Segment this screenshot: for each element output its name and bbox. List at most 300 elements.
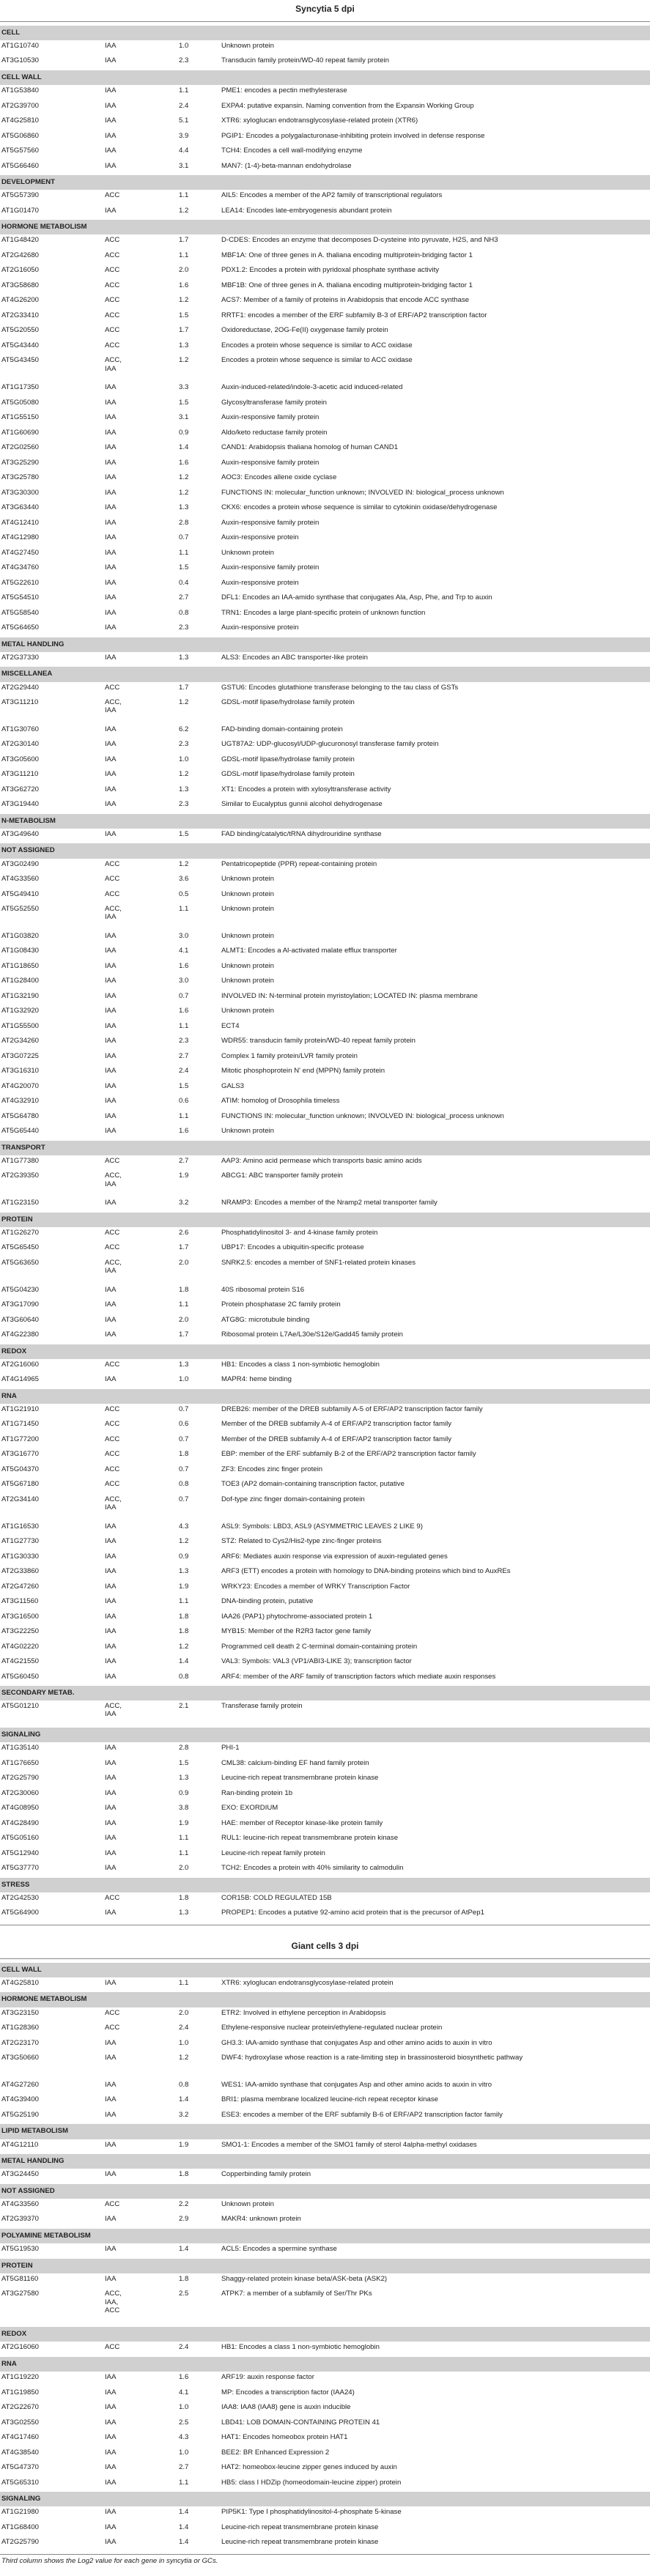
gene-id-cell: AT2G22670 [1, 2403, 40, 2412]
description-cell: ECT4 [221, 1021, 240, 1030]
table-row [0, 1772, 650, 1787]
log2-value-cell: 3.0 [179, 931, 189, 940]
treatment-cell: IAA [105, 653, 117, 662]
gene-id-cell: AT5G04230 [1, 1285, 40, 1294]
treatment-cell: IAA [105, 56, 117, 65]
description-cell: UGT87A2: UDP-glucosyl/UDP-glucuronosyl transferase family protein [221, 740, 439, 749]
gene-id-cell: AT5G43450 [1, 356, 40, 365]
section-bottom-rule [0, 2554, 650, 2555]
gene-id-cell: AT3G16770 [1, 1450, 40, 1459]
category-header: TRANSPORT [0, 1141, 650, 1155]
description-cell: Unknown protein [221, 961, 274, 970]
treatment-cell: IAA [105, 1788, 117, 1797]
gene-id-cell: AT5G49410 [1, 889, 40, 898]
description-cell: XTR6: xyloglucan endotransglycosylase-related protein [221, 1978, 394, 1987]
gene-id-cell: AT5G64900 [1, 1909, 40, 1917]
treatment-cell: IAA [105, 1804, 117, 1813]
table-row [0, 945, 650, 960]
treatment-cell: IAA [105, 2245, 117, 2254]
description-cell: ESE3: encodes a member of the ERF subfamily B-6 of ERF/AP2 transcription factor family [221, 2110, 503, 2119]
treatment-cell: IAA [105, 608, 117, 617]
gene-id-cell: AT4G25810 [1, 116, 40, 125]
treatment-cell: IAA [105, 1537, 117, 1546]
table-row [0, 442, 650, 456]
gene-id-cell: AT3G63440 [1, 503, 40, 512]
description-cell: Auxin-responsive family protein [221, 518, 320, 527]
log2-value-cell: 0.7 [179, 533, 189, 542]
log2-value-cell: 1.1 [179, 1021, 189, 1030]
table-row [0, 1155, 650, 1170]
description-cell: RRTF1: encodes a member of the ERF subfamily B-3 of ERF/AP2 transcription factor [221, 311, 487, 319]
gene-id-cell: AT5G37770 [1, 1864, 40, 1873]
log2-value-cell: 4.4 [179, 147, 189, 155]
category-header: LIPID METABOLISM [0, 2124, 650, 2139]
log2-value-cell: 1.9 [179, 1818, 189, 1827]
log2-value-cell: 1.8 [179, 2170, 189, 2179]
treatment-cell: IAA [105, 578, 117, 587]
description-cell: Auxin-responsive family protein [221, 413, 320, 422]
gene-id-cell: AT4G12110 [1, 2140, 39, 2149]
log2-value-cell: 1.7 [179, 683, 189, 692]
log2-value-cell: 1.1 [179, 86, 189, 95]
description-cell: Auxin-responsive protein [221, 623, 299, 632]
log2-value-cell: 1.0 [179, 1375, 189, 1384]
category-header: STRESS [0, 1878, 650, 1892]
gene-id-cell: AT4G12410 [1, 518, 40, 527]
treatment-cell: ACC [105, 859, 120, 868]
description-cell: ALS3: Encodes an ABC transporter-like protein [221, 653, 368, 662]
description-cell: MP: Encodes a transcription factor (IAA24) [221, 2388, 355, 2397]
description-cell: FAD-binding domain-containing protein [221, 725, 343, 733]
table-row [0, 427, 650, 442]
table-row [0, 873, 650, 888]
gene-id-cell: AT5G12940 [1, 1848, 40, 1857]
table-row [0, 1581, 650, 1596]
description-cell: CAND1: Arabidopsis thaliana homolog of human CAND1 [221, 443, 399, 452]
description-cell: MAKR4: unknown protein [221, 2215, 301, 2224]
description-cell: Leucine-rich repeat transmembrane protein kinase [221, 1774, 379, 1783]
treatment-cell: IAA [105, 533, 117, 542]
description-cell: ALMT1: Encodes a Al-activated malate efflux transporter [221, 947, 397, 955]
gene-id-cell: AT2G34260 [1, 1037, 40, 1045]
treatment-cell: IAA [105, 1642, 117, 1651]
treatment-cell: IAA [105, 86, 117, 95]
log2-value-cell: 2.0 [179, 266, 189, 275]
category-header: DEVELOPMENT [0, 175, 650, 190]
gene-id-cell: AT1G60690 [1, 428, 40, 437]
log2-value-cell: 2.8 [179, 518, 189, 527]
log2-value-cell: 2.4 [179, 2024, 189, 2032]
log2-value-cell: 2.7 [179, 2463, 189, 2472]
description-cell: GDSL-motif lipase/hydrolase family protein [221, 755, 355, 763]
description-cell: SNRK2.5: encodes a member of SNF1-related protein kinases [221, 1258, 416, 1267]
gene-id-cell: AT5G58540 [1, 608, 40, 617]
log2-value-cell: 2.3 [179, 56, 189, 65]
table-row [0, 1299, 650, 1314]
table-row [0, 234, 650, 249]
table-row [0, 1125, 650, 1140]
treatment-cell: IAA [105, 443, 117, 452]
description-cell: Shaggy-related protein kinase beta/ASK-beta (ASK2) [221, 2274, 388, 2283]
treatment-cell: IAA [105, 1597, 117, 1606]
table-row [0, 1611, 650, 1626]
description-cell: GDSL-motif lipase/hydrolase family protein [221, 698, 355, 707]
description-cell: CML38: calcium-binding EF hand family protein [221, 1758, 369, 1767]
description-cell: Auxin-responsive protein [221, 533, 299, 542]
gene-id-cell: AT4G33560 [1, 875, 40, 884]
log2-value-cell: 0.9 [179, 1552, 189, 1561]
gene-id-cell: AT2G39700 [1, 101, 40, 110]
treatment-cell: IAA [105, 101, 117, 110]
gene-id-cell: AT1G55150 [1, 413, 40, 422]
treatment-cell: ACC [105, 266, 120, 275]
gene-id-cell: AT4G14965 [1, 1375, 40, 1384]
description-cell: IAA8: IAA8 (IAA8) gene is auxin inducible [221, 2403, 351, 2412]
description-cell: Mitotic phosphoprotein N' end (MPPN) family protein [221, 1067, 385, 1076]
log2-value-cell: 1.4 [179, 1657, 189, 1666]
table-row [0, 547, 650, 562]
gene-id-cell: AT4G25810 [1, 1978, 40, 1987]
log2-value-cell: 3.8 [179, 1804, 189, 1813]
treatment-cell: IAA [105, 829, 117, 838]
table-row [0, 1832, 650, 1847]
treatment-cell: IAA [105, 1864, 117, 1873]
gene-id-cell: AT1G35140 [1, 1744, 40, 1753]
table-row [0, 2094, 650, 2109]
log2-value-cell: 2.0 [179, 1315, 189, 1324]
table-row [0, 2372, 650, 2386]
treatment-cell: IAA [105, 413, 117, 422]
description-cell: HB5: class I HDZip (homeodomain-leucine zipper) protein [221, 2478, 402, 2487]
treatment-cell: ACC [105, 1404, 120, 1413]
description-cell: Auxin-induced-related/indole-3-acetic acid induced-related [221, 383, 403, 392]
table-row [0, 532, 650, 547]
log2-value-cell: 1.2 [179, 356, 189, 365]
treatment-cell: IAA [105, 1127, 117, 1136]
table-row [0, 652, 650, 667]
description-cell: D-CDES: Encodes an enzyme that decomposes D-cysteine into pyruvate, H2S, and NH3 [221, 236, 498, 245]
gene-id-cell: AT1G55500 [1, 1021, 40, 1030]
table-row [0, 2007, 650, 2022]
log2-value-cell: 1.7 [179, 326, 189, 335]
log2-value-cell: 4.1 [179, 947, 189, 955]
table-row [0, 2273, 650, 2288]
log2-value-cell: 1.2 [179, 488, 189, 497]
treatment-cell: IAA [105, 1330, 117, 1339]
description-cell: DFL1: Encodes an IAA-amido synthase that conjugates Ala, Asp, Phe, and Trp to auxin [221, 593, 492, 602]
gene-id-cell: AT1G28360 [1, 2024, 40, 2032]
gene-id-cell: AT1G32190 [1, 991, 40, 1000]
log2-value-cell: 2.4 [179, 101, 189, 110]
description-cell: ETR2: Involved in ethylene perception in Arabidopsis [221, 2008, 386, 2017]
description-cell: AOC3: Encodes allene oxide cyclase [221, 473, 337, 482]
log2-value-cell: 1.5 [179, 311, 189, 319]
log2-value-cell: 1.8 [179, 1285, 189, 1294]
treatment-cell: IAA [105, 1111, 117, 1120]
description-cell: Leucine-rich repeat family protein [221, 1848, 325, 1857]
log2-value-cell: 1.4 [179, 2523, 189, 2531]
treatment-cell: ACC [105, 683, 120, 692]
description-cell: Unknown protein [221, 931, 274, 940]
description-cell: XTR6: xyloglucan endotransglycosylase-related protein (XTR6) [221, 116, 418, 125]
description-cell: MAPR4: heme binding [221, 1375, 292, 1384]
log2-value-cell: 1.2 [179, 859, 189, 868]
log2-value-cell: 1.2 [179, 2054, 189, 2062]
treatment-cell: IAA [105, 1744, 117, 1753]
treatment-cell: IAA [105, 488, 117, 497]
log2-value-cell: 6.2 [179, 725, 189, 733]
log2-value-cell: 1.1 [179, 1597, 189, 1606]
treatment-cell: IAA [105, 1627, 117, 1636]
treatment-cell: IAA [105, 383, 117, 392]
gene-id-cell: AT4G17460 [1, 2433, 40, 2442]
gene-id-cell: AT3G05600 [1, 755, 40, 763]
treatment-cell: ACC, IAA [105, 356, 122, 373]
log2-value-cell: 1.5 [179, 1758, 189, 1767]
treatment-cell: IAA [105, 2508, 117, 2517]
table-row [0, 190, 650, 204]
table-row [0, 1626, 650, 1640]
log2-value-cell: 2.3 [179, 740, 189, 749]
description-cell: DWF4: hydroxylase whose reaction is a rate-limiting step in brassinosteroid biosynthetic pathway [221, 2054, 523, 2062]
description-cell: Transducin family protein/WD-40 repeat family protein [221, 56, 389, 65]
gene-id-cell: AT1G26270 [1, 1228, 40, 1237]
gene-id-cell: AT5G81160 [1, 2274, 39, 2283]
log2-value-cell: 2.7 [179, 1051, 189, 1060]
treatment-cell: IAA [105, 1522, 117, 1531]
table-row [0, 859, 650, 873]
table-row [0, 502, 650, 517]
log2-value-cell: 1.8 [179, 1612, 189, 1621]
description-cell: ACL5: Encodes a spermine synthase [221, 2245, 337, 2254]
gene-id-cell: AT3G25290 [1, 458, 40, 467]
gene-id-cell: AT1G23150 [1, 1199, 40, 1207]
description-cell: IAA26 (PAP1) phytochrome-associated protein 1 [221, 1612, 373, 1621]
treatment-cell: IAA [105, 206, 117, 215]
gene-id-cell: AT5G66460 [1, 161, 40, 170]
log2-value-cell: 3.6 [179, 875, 189, 884]
description-cell: ATIM: homolog of Drosophila timeless [221, 1097, 340, 1106]
log2-value-cell: 1.2 [179, 698, 189, 707]
treatment-cell: ACC [105, 2199, 120, 2208]
treatment-cell: IAA [105, 428, 117, 437]
treatment-cell: ACC [105, 1360, 120, 1369]
table-row [0, 1065, 650, 1080]
log2-value-cell: 1.4 [179, 2245, 189, 2254]
log2-value-cell: 1.4 [179, 443, 189, 452]
table-row [0, 903, 650, 930]
gene-id-cell: AT2G33860 [1, 1567, 40, 1576]
log2-value-cell: 1.9 [179, 1582, 189, 1591]
table-row [0, 1656, 650, 1670]
gene-id-cell: AT5G57390 [1, 191, 40, 200]
category-header: REDOX [0, 2327, 650, 2342]
log2-value-cell: 3.3 [179, 383, 189, 392]
treatment-cell: IAA [105, 770, 117, 779]
log2-value-cell: 1.9 [179, 2140, 189, 2149]
description-cell: Auxin-responsive protein [221, 578, 299, 587]
log2-value-cell: 0.9 [179, 1788, 189, 1797]
treatment-cell: IAA [105, 1037, 117, 1045]
description-cell: 40S ribosomal protein S16 [221, 1285, 305, 1294]
log2-value-cell: 1.1 [179, 905, 189, 914]
section-title: Syncytia 5 dpi [295, 4, 355, 15]
table-row [0, 2022, 650, 2037]
gene-id-cell: AT1G32920 [1, 1007, 40, 1015]
description-cell: Auxin-responsive family protein [221, 458, 320, 467]
treatment-cell: ACC [105, 236, 120, 245]
treatment-cell: IAA [105, 1021, 117, 1030]
gene-id-cell: AT2G34140 [1, 1495, 40, 1503]
gene-id-cell: AT3G16310 [1, 1067, 40, 1076]
description-cell: GALS3 [221, 1081, 244, 1090]
treatment-cell: ACC [105, 251, 120, 259]
table-row [0, 100, 650, 115]
treatment-cell: IAA [105, 740, 117, 749]
log2-value-cell: 1.6 [179, 281, 189, 289]
table-row [0, 2432, 650, 2446]
category-header: NOT ASSIGNED [0, 843, 650, 858]
table-row [0, 2462, 650, 2476]
description-cell: Transferase family protein [221, 1702, 303, 1711]
treatment-cell: IAA [105, 1672, 117, 1681]
description-cell: COR15B: COLD REGULATED 15B [221, 1893, 332, 1902]
treatment-cell: IAA [105, 1375, 117, 1384]
treatment-cell: IAA [105, 1612, 117, 1621]
log2-value-cell: 1.1 [179, 191, 189, 200]
table-row [0, 2342, 650, 2356]
log2-value-cell: 5.1 [179, 116, 189, 125]
treatment-cell: ACC, IAA [105, 1495, 122, 1512]
log2-value-cell: 1.3 [179, 785, 189, 793]
gene-id-cell: AT2G47260 [1, 1582, 40, 1591]
table-row [0, 2447, 650, 2462]
log2-value-cell: 1.0 [179, 41, 189, 50]
gene-id-cell: AT3G60640 [1, 1315, 40, 1324]
description-cell: BRI1: plasma membrane localized leucine-rich repeat receptor kinase [221, 2095, 438, 2104]
gene-id-cell: AT1G71450 [1, 1420, 40, 1429]
table-row [0, 784, 650, 799]
gene-id-cell: AT4G39400 [1, 2095, 40, 2104]
treatment-cell: IAA [105, 2095, 117, 2104]
log2-value-cell: 1.4 [179, 2508, 189, 2517]
treatment-cell: IAA [105, 1315, 117, 1324]
description-cell: BEE2: BR Enhanced Expression 2 [221, 2448, 330, 2457]
category-header: CELL WALL [0, 70, 650, 85]
description-cell: Ribosomal protein L7Ae/L30e/S12e/Gadd45 family protein [221, 1330, 403, 1339]
category-header: CELL [0, 26, 650, 40]
treatment-cell: IAA [105, 2403, 117, 2412]
treatment-cell: ACC [105, 1480, 120, 1489]
log2-value-cell: 3.1 [179, 161, 189, 170]
table-row [0, 1788, 650, 1802]
description-cell: NRAMP3: Encodes a member of the Nramp2 metal transporter family [221, 1199, 437, 1207]
table-row [0, 487, 650, 502]
table-row [0, 1566, 650, 1580]
description-cell: Pentatricopeptide (PPR) repeat-containing protein [221, 859, 377, 868]
log2-value-cell: 0.8 [179, 1672, 189, 1681]
treatment-cell: IAA [105, 2538, 117, 2547]
table-row [0, 1892, 650, 1907]
gene-id-cell: AT3G24450 [1, 2170, 40, 2179]
gene-id-cell: AT2G02560 [1, 443, 40, 452]
table-row [0, 1700, 650, 1728]
log2-value-cell: 3.2 [179, 2110, 189, 2119]
gene-id-cell: AT5G25190 [1, 2110, 40, 2119]
table-row [0, 355, 650, 382]
gene-id-cell: AT4G12980 [1, 533, 40, 542]
description-cell: EBP: member of the ERF subfamily B-2 of the ERF/AP2 transcription factor family [221, 1450, 476, 1459]
treatment-cell: IAA [105, 1567, 117, 1576]
description-cell: Auxin-responsive family protein [221, 563, 320, 572]
gene-id-cell: AT2G23170 [1, 2038, 40, 2047]
log2-value-cell: 0.8 [179, 2080, 189, 2089]
log2-value-cell: 1.7 [179, 236, 189, 245]
log2-value-cell: 1.1 [179, 1978, 189, 1987]
log2-value-cell: 2.4 [179, 2343, 189, 2352]
table-row [0, 2213, 650, 2228]
table-row [0, 130, 650, 145]
treatment-cell: IAA [105, 1300, 117, 1309]
gene-id-cell: AT1G28400 [1, 977, 40, 985]
gene-id-cell: AT5G64780 [1, 1111, 40, 1120]
category-header: PROTEIN [0, 1213, 650, 1227]
gene-id-cell: AT3G27580 [1, 2290, 40, 2298]
table-row [0, 325, 650, 339]
log2-value-cell: 0.6 [179, 1420, 189, 1429]
treatment-cell: ACC [105, 2008, 120, 2017]
description-cell: Phosphatidylinositol 3- and 4-kinase family protein [221, 1228, 378, 1237]
gene-id-cell: AT1G08430 [1, 947, 40, 955]
description-cell: MAN7: (1-4)-beta-mannan endohydrolase [221, 161, 352, 170]
log2-value-cell: 3.2 [179, 1199, 189, 1207]
table-row [0, 975, 650, 990]
log2-value-cell: 4.3 [179, 2433, 189, 2442]
treatment-cell: IAA [105, 2463, 117, 2472]
table-row [0, 2288, 650, 2327]
log2-value-cell: 1.8 [179, 1450, 189, 1459]
table-row [0, 40, 650, 55]
table-row [0, 622, 650, 637]
table-row [0, 889, 650, 903]
log2-value-cell: 1.1 [179, 1848, 189, 1857]
treatment-cell: ACC [105, 1450, 120, 1459]
treatment-cell: ACC [105, 889, 120, 898]
section-title: Giant cells 3 dpi [291, 1941, 359, 1952]
treatment-cell: IAA [105, 1774, 117, 1783]
treatment-cell: IAA [105, 800, 117, 809]
treatment-cell: ACC [105, 341, 120, 349]
description-cell: XT1: Encodes a protein with xylosyltransferase activity [221, 785, 391, 793]
description-cell: ARF3 (ETT) encodes a protein with homology to DNA-binding proteins which bind to AuxREs [221, 1567, 511, 1576]
treatment-cell: IAA [105, 593, 117, 602]
log2-value-cell: 2.0 [179, 1864, 189, 1873]
table-row [0, 829, 650, 843]
description-cell: PME1: encodes a pectin methylesterase [221, 86, 347, 95]
log2-value-cell: 0.8 [179, 1480, 189, 1489]
gene-id-cell: AT1G27730 [1, 1537, 40, 1546]
log2-value-cell: 1.1 [179, 2478, 189, 2487]
table-row [0, 2417, 650, 2432]
category-header: CELL WALL [0, 1963, 650, 1977]
description-cell: Unknown protein [221, 41, 274, 50]
log2-value-cell: 1.3 [179, 1909, 189, 1917]
description-cell: ARF19: auxin response factor [221, 2373, 314, 2382]
gene-id-cell: AT3G22250 [1, 1627, 40, 1636]
description-cell: Unknown protein [221, 875, 274, 884]
table-row [0, 1862, 650, 1877]
description-cell: Unknown protein [221, 1127, 274, 1136]
